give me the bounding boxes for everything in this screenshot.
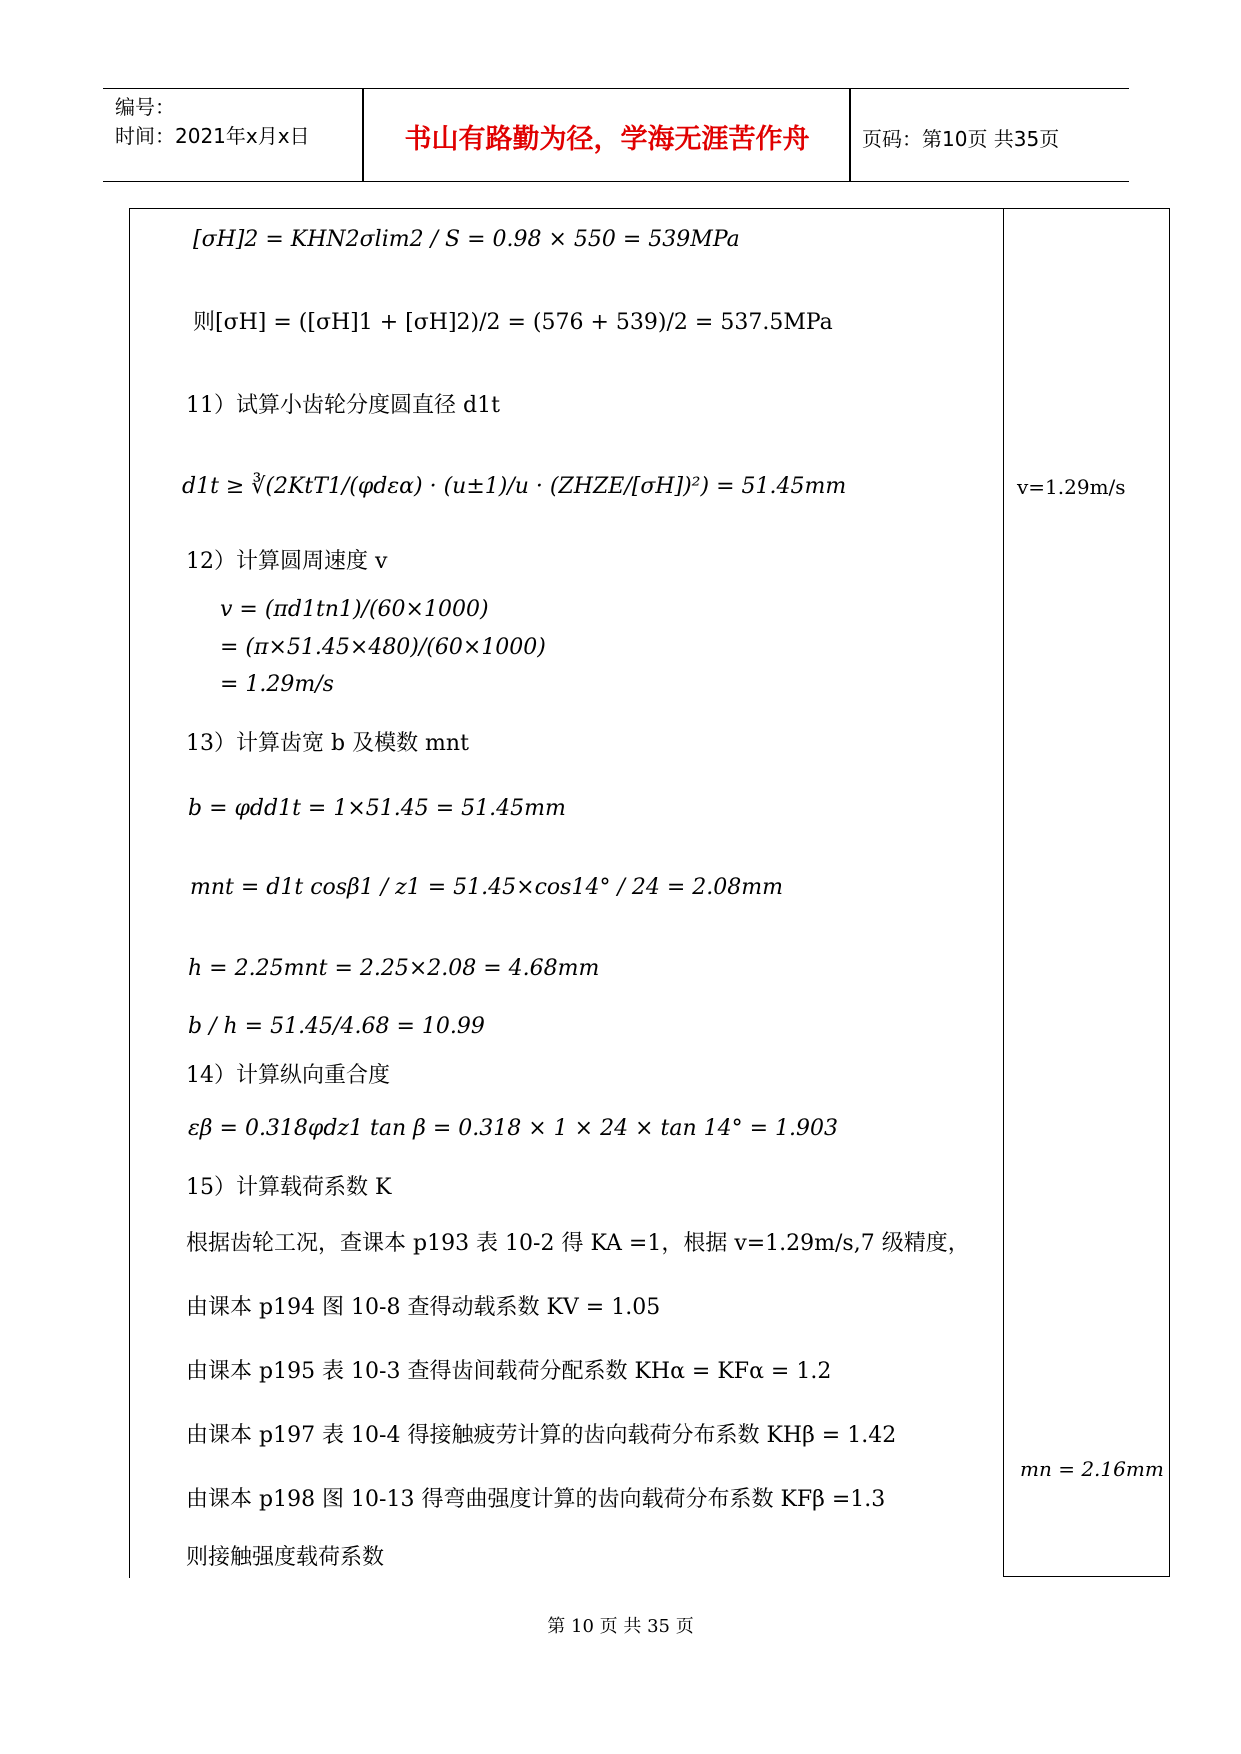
contact-load-factor-label: 则接触强度载荷系数 <box>186 1545 385 1570</box>
velocity-line-2: = (π×51.45×480)/(60×1000) <box>220 635 546 660</box>
velocity-line-3: = 1.29m/s <box>220 672 334 697</box>
d1t-formula: d1t ≥ ∛(2KtT1/(φdεα) · (u±1)/u · (ZHZE/[σH])²) = 51.45mm <box>182 474 847 499</box>
overlap-ratio-equation: εβ = 0.318φdz1 tan β = 0.318 × 1 × 24 × tan 14° = 1.903 <box>188 1116 838 1141</box>
kalpha-paragraph: 由课本 p195 表 10-3 查得齿间载荷分配系数 KHα = KFα = 1.2 <box>186 1359 832 1384</box>
step-12-heading: 12）计算圆周速度 v <box>186 549 388 574</box>
step-14-heading: 14）计算纵向重合度 <box>186 1063 390 1088</box>
sigma-h2-equation: [σH]2 = KHN2σlim2 / S = 0.98 × 550 = 539MPa <box>193 227 740 252</box>
module-result: mn = 2.16mm <box>1020 1457 1164 1481</box>
ka-paragraph: 根据齿轮工况，查课本 p193 表 10-2 得 KA =1，根据 v=1.29m/s,7 级精度， <box>186 1231 970 1256</box>
step-15-heading: 15）计算载荷系数 K <box>186 1175 392 1200</box>
header-page-info: 页码：第10页 共35页 <box>862 127 1060 151</box>
result-column <box>1003 208 1170 1577</box>
step-13-heading: 13）计算齿宽 b 及模数 mnt <box>186 731 469 756</box>
face-width-equation: b = φdd1t = 1×51.45 = 51.45mm <box>188 796 566 821</box>
header-divider <box>849 89 851 181</box>
page-header <box>103 88 1129 182</box>
kv-paragraph: 由课本 p194 图 10-8 查得动载系数 KV = 1.05 <box>186 1295 661 1320</box>
doc-number-label: 编号： <box>115 95 175 119</box>
header-motto: 书山有路勤为径，学海无涯苦作舟 <box>404 124 810 155</box>
tooth-height-equation: h = 2.25mnt = 2.25×2.08 = 4.68mm <box>188 956 600 981</box>
header-divider <box>362 89 364 181</box>
step-11-heading: 11）试算小齿轮分度圆直径 d1t <box>186 393 500 418</box>
kfbeta-paragraph: 由课本 p198 图 10-13 得弯曲强度计算的齿向载荷分布系数 KFβ =1.3 <box>186 1487 886 1512</box>
b-over-h-equation: b / h = 51.45/4.68 = 10.99 <box>188 1014 485 1039</box>
sigma-h-allowable-equation: 则[σH] = ([σH]1 + [σH]2)/2 = (576 + 539)/2 = 537.5MPa <box>193 310 833 335</box>
page-footer: 第 10 页 共 35 页 <box>547 1616 694 1637</box>
doc-time: 时间：2021年x月x日 <box>115 124 310 148</box>
velocity-result: v=1.29m/s <box>1017 475 1126 499</box>
velocity-line-1: v = (πd1tn1)/(60×1000) <box>220 597 489 622</box>
khbeta-paragraph: 由课本 p197 表 10-4 得接触疲劳计算的齿向载荷分布系数 KHβ = 1.42 <box>186 1423 897 1448</box>
module-equation: mnt = d1t cosβ1 / z1 = 51.45×cos14° / 24 = 2.08mm <box>190 875 783 900</box>
header-meta <box>115 93 310 151</box>
